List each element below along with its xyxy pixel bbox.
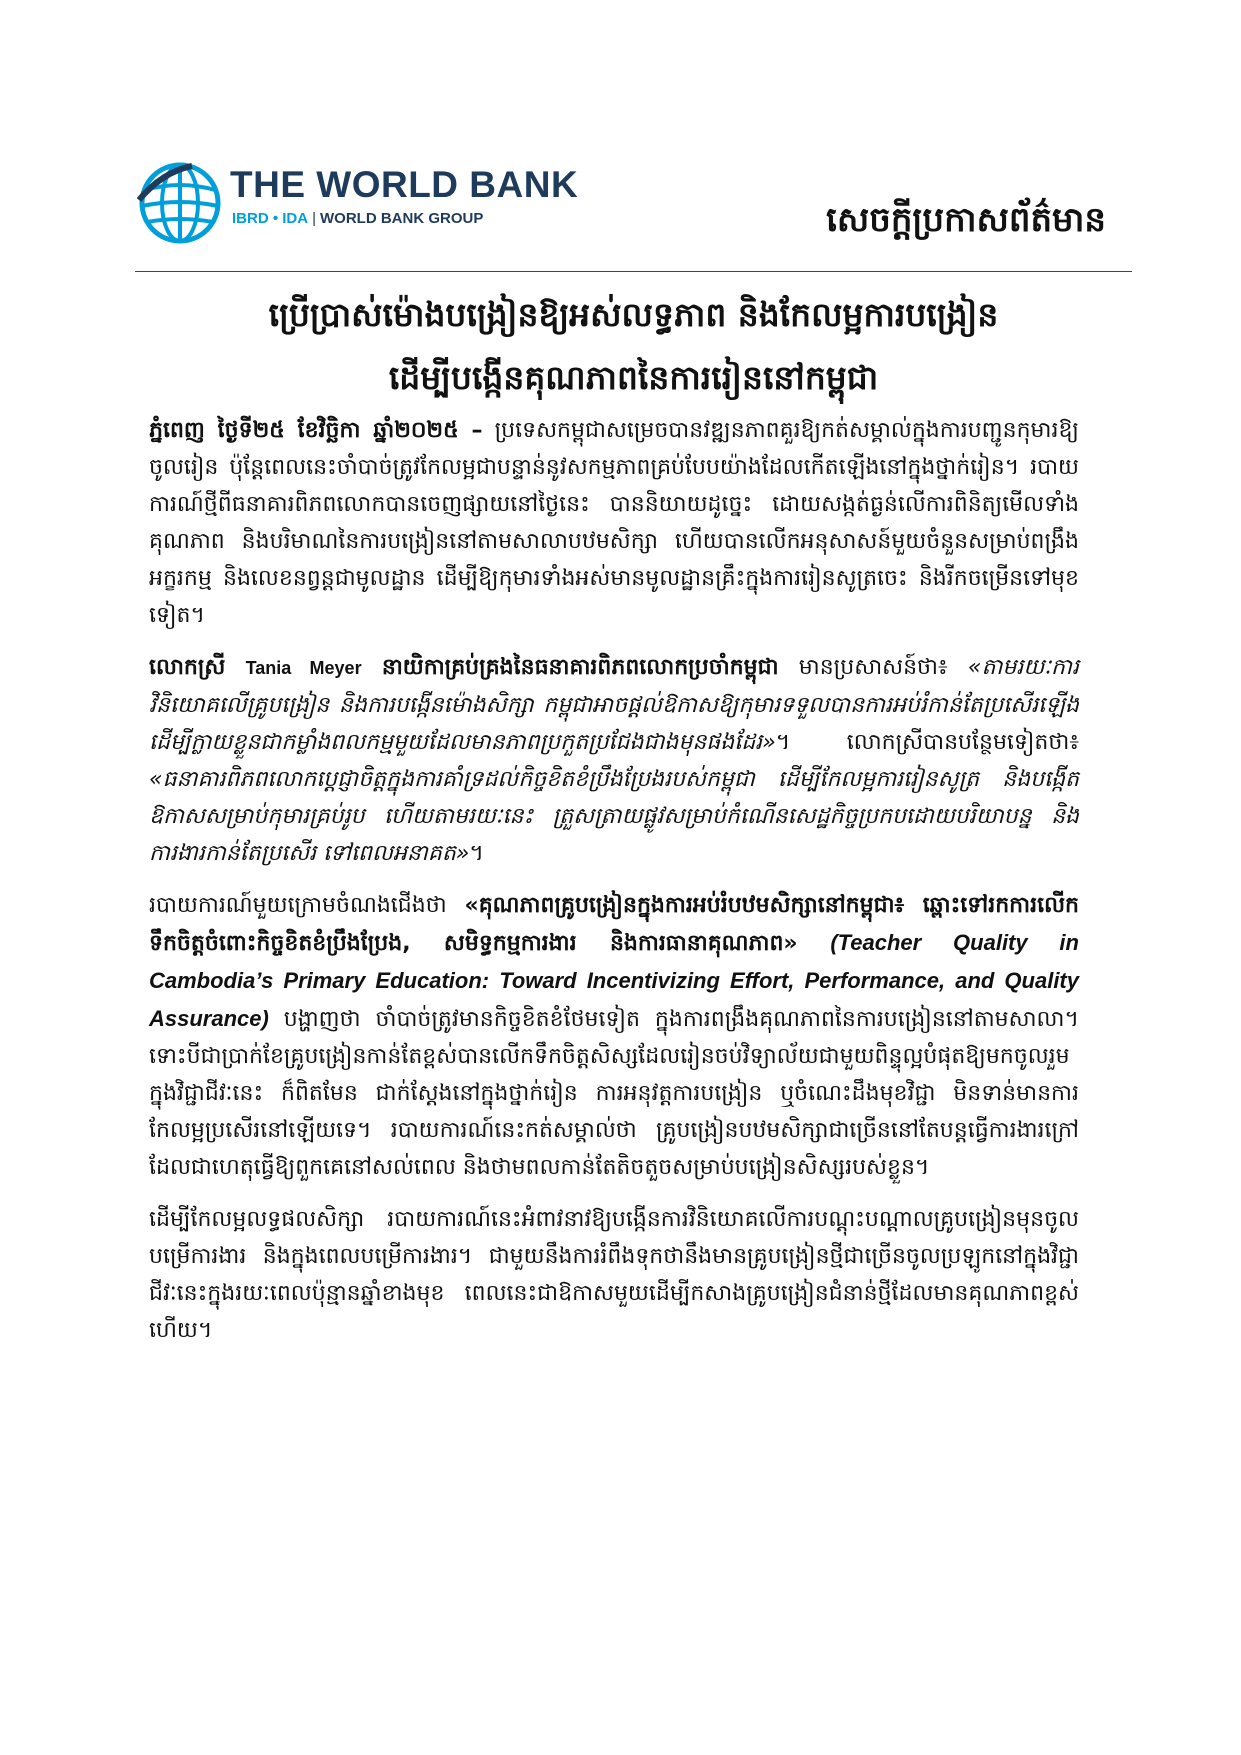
world-bank-logo [137,160,577,260]
logo-ibrd: IBRD • IDA [232,210,309,227]
quote-1: «តាមរយៈការវិនិយោគលើគ្រូបង្រៀន និងការបង្កើនម៉ោងសិក្សា កម្ពុជាអាចផ្តល់ឱកាសឱ្យកុមារទទួលបានការអប់រំកាន់តែប្រសើរឡើង ដើម្បីក្លាយខ្លួនជាកម្លាំងពលកម្មមួយដែលមានភាពប្រកួតប្រជែងជាងមុនផងដែរ» [149,655,1079,755]
logo-name: THE WORLD BANK [230,164,579,205]
paragraph-1 [149,412,1079,634]
header-divider [135,271,1132,272]
page-title [135,283,1132,409]
article-body [149,412,1079,1364]
title-line-1: ប្រើប្រាស់ម៉ោងបង្រៀនឱ្យអស់លទ្ធភាព និងកែលម្អការបង្រៀន [268,295,999,334]
paragraph-3-text: បង្ហាញថា ចាំបាច់ត្រូវមានកិច្ចខិតខំថែមទៀត ក្នុងការពង្រឹងគុណភាពនៃការបង្រៀននៅតាមសាលា។ ទោះបីជាប្រាក់ខែគ្រូបង្រៀនកាន់តែខ្ពស់បានលើកទឹកចិត្តសិស្សដែលរៀនចប់វិទ្យាល័យជាមួយពិន្ទុល្អបំផុតឱ្យមកចូលរួមក្នុងវិជ្ជាជីវៈនេះ ក៏ពិតមែន ជាក់ស្តែងនៅក្នុងថ្នាក់រៀន ការអនុវត្តការបង្រៀន ឬចំណេះដឹងមុខវិជ្ជា មិនទាន់មានការកែលម្អប្រសើរនៅឡើយទេ។ របាយការណ៍នេះកត់សម្គាល់ថា គ្រូបង្រៀនបឋមសិក្សាជាច្រើននៅតែបន្តធ្វើការងារក្រៅ ដែលជាហេតុធ្វើឱ្យពួកគេនៅសល់ពេល និងថាមពលកាន់តែតិចតួចសម្រាប់បង្រៀនសិស្សរបស់ខ្លួន។ [149,1007,1079,1180]
quote-2: «ធនាគារពិភពលោកប្តេជ្ញាចិត្តក្នុងការគាំទ្រដល់កិច្ចខិតខំប្រឹងប្រែងរបស់កម្ពុជា ដើម្បីកែលម្អការរៀនសូត្រ និងបង្កើតឱកាសសម្រាប់កុមារគ្រប់រូប ហើយតាមរយៈនេះ ត្រួសត្រាយផ្លូវសម្រាប់កំណើនសេដ្ឋកិច្ចប្រកបដោយបរិយាបន្ន និងការងារកាន់តែប្រសើរ ទៅពេលអនាគត» [149,767,1079,866]
speaker-title: នាយិកាគ្រប់គ្រងនៃធនាគារពិភពលោកប្រចាំកម្ពុជា [381,655,779,680]
paragraph-2 [149,649,1079,872]
report-title-en: (Teacher Quality in Cambodia’s Primary Education: Toward Incentivizing Effort, Performance, and Quality Assurance) [149,930,1079,1031]
title-line-2: ដើម្បីបង្កើនគុណភាពនៃការរៀននៅកម្ពុជា [388,358,879,397]
report-intro: របាយការណ៍មួយក្រោមចំណងជើងថា [149,893,447,918]
dateline: ភ្នំពេញ ថ្ងៃទី២៥ ខែវិច្ឆិកា ឆ្នាំ២០២៥ – [149,418,483,443]
logo-subtitle [232,210,483,227]
globe-icon [137,160,223,246]
paragraph-4: ដើម្បីកែលម្អលទ្ធផលសិក្សា របាយការណ៍នេះអំពាវនាវឱ្យបង្កើនការវិនិយោគលើការបណ្តុះបណ្តាលគ្រូបង្រៀនមុនចូលបម្រើការងារ និងក្នុងពេលបម្រើការងារ។ ជាមួយនឹងការរំពឹងទុកថានឹងមានគ្រូបង្រៀនថ្មីជាច្រើនចូលប្រឡូកនៅក្នុងវិជ្ជាជីវៈនេះក្នុងរយៈពេលប៉ុន្មានឆ្នាំខាងមុខ ពេលនេះជាឱកាសមួយដើម្បីកសាងគ្រូបង្រៀនជំនាន់ថ្មីដែលមានគុណភាពខ្ពស់ហើយ។ [149,1207,1079,1343]
document-type: សេចក្តីប្រកាសព័ត៌មាន [826,200,1106,240]
quote-end: ។ [469,841,484,866]
report-title-km: «គុណភាពគ្រូបង្រៀនក្នុងការអប់រំបឋមសិក្សានៅកម្ពុជា៖ ឆ្ពោះទៅរកការលើកទឹកចិត្តចំពោះកិច្ចខិតខំប្រឹងប្រែង, សមិទ្ធកម្មការងារ និងការធានាគុណភាព» [149,893,1079,956]
logo-group: WORLD BANK GROUP [320,210,484,227]
paragraph-1-text: ប្រទេសកម្ពុជាសម្រេចបានវឌ្ឍនភាពគួរឱ្យកត់សម្គាល់ក្នុងការបញ្ជូនកុមារឱ្យចូលរៀន ប៉ុន្តែពេលនេះចាំបាច់ត្រូវកែលម្អជាបន្ទាន់នូវសកម្មភាពគ្រប់បែបយ៉ាងដែលកើតឡើងនៅក្នុងថ្នាក់រៀន។ របាយការណ៍ថ្មីពីធនាគារពិភពលោកបានចេញផ្សាយនៅថ្ងៃនេះ បាននិយាយដូច្នេះ ដោយសង្កត់ធ្ងន់លើការពិនិត្យមើលទាំងគុណភាព និងបរិមាណនៃការបង្រៀននៅតាមសាលាបឋមសិក្សា ហើយបានលើកអនុសាសន៍មួយចំនួនសម្រាប់ពង្រឹងអក្ខរកម្ម និងលេខនព្វន្តជាមូលដ្ឋាន ដើម្បីឱ្យកុមារទាំងអស់មានមូលដ្ឋានគ្រឹះក្នុងការរៀនសូត្រចេះ និងរីកចម្រើនទៅមុខទៀត។ [149,418,1079,628]
paragraph-3 [149,887,1079,1186]
logo-separator: | [312,210,316,227]
speaker-prefix: លោកស្រី [149,655,226,680]
speaker-name: Tania Meyer [245,658,362,678]
quote-bridge: ។ លោកស្រីបានបន្ថែមទៀតថា៖ [775,730,1079,755]
speaker-says: មានប្រសាសន៍ថា៖ [798,655,948,680]
